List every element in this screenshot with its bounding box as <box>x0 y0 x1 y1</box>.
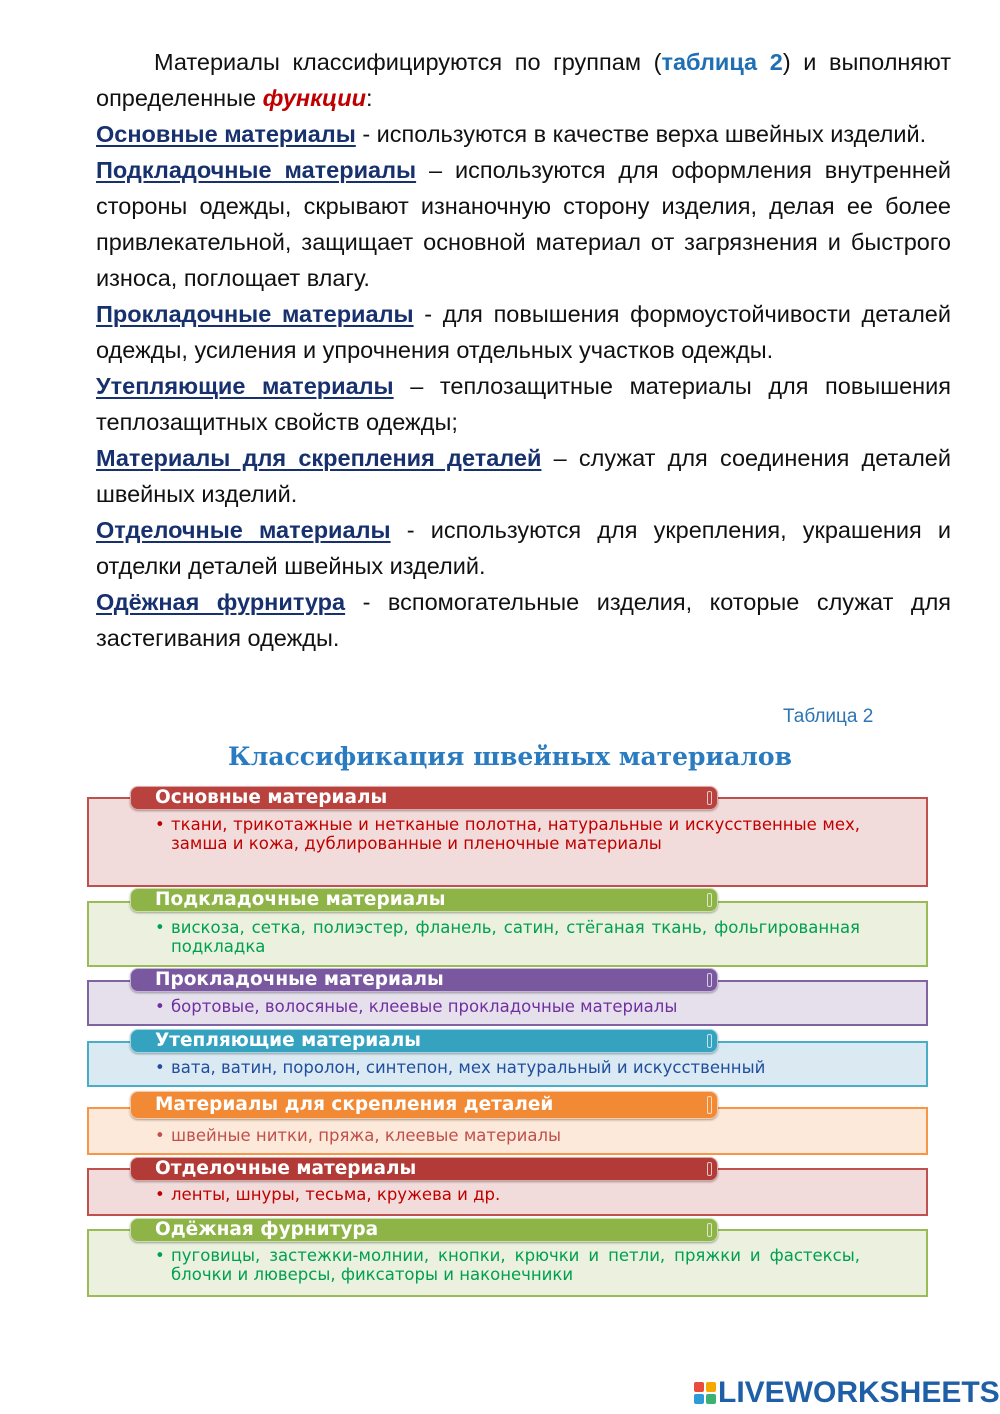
logo-square <box>706 1382 716 1392</box>
definition-term: Одёжная фурнитура <box>96 589 346 615</box>
definition-term: Материалы для скрепления деталей <box>96 445 542 471</box>
intro-paragraph <box>96 44 951 116</box>
group-content-text: ленты, шнуры, тесьма, кружева и др. <box>171 1185 501 1204</box>
intro-text-2: ) и выполняют определенные <box>96 49 951 111</box>
bullet-icon: • <box>155 997 165 1016</box>
definition-term: Утепляющие материалы <box>96 373 394 399</box>
group-content <box>155 1185 860 1204</box>
definition-paragraph <box>96 296 951 368</box>
intro-text-1: Материалы классифицируются по группам ( <box>154 49 662 75</box>
definition-paragraph <box>96 584 951 656</box>
liveworksheets-wordmark: LIVEWORKSHEETS <box>718 1376 1000 1409</box>
group-title: Основные материалы <box>130 786 718 810</box>
definition-paragraph <box>96 116 951 152</box>
bullet-icon: • <box>155 918 165 937</box>
group-content <box>155 1246 860 1284</box>
definition-text: - используются для укрепления, украшения и отделки деталей швейных изделий. <box>96 517 951 579</box>
definition-text: – теплозащитные материалы для повышения теплозащитных свойств одежды; <box>96 373 951 435</box>
logo-square <box>706 1394 716 1404</box>
bullet-icon: • <box>155 1126 165 1145</box>
liveworksheets-logo <box>694 1376 1000 1410</box>
bullet-icon: • <box>155 1246 165 1265</box>
definition-text: – используются для оформления внутренней стороны одежды, скрывают изнаночную сторону изделия, делая ее более привлекательной, защищает основной материал от загрязнения и быстрого износа, поглощает влагу. <box>96 157 951 291</box>
group-title: Утепляющие материалы <box>130 1029 718 1053</box>
group-content <box>155 997 860 1016</box>
bullet-icon: • <box>155 1058 165 1077</box>
definition-paragraph <box>96 440 951 512</box>
group-content-text: швейные нитки, пряжа, клеевые материалы <box>171 1126 562 1145</box>
table-reference: таблица 2 <box>661 49 783 75</box>
group-title: Отделочные материалы <box>130 1157 718 1181</box>
logo-square <box>694 1394 704 1404</box>
group-content-text: ткани, трикотажные и нетканые полотна, натуральные и искусственные мех, замша и кожа, дублированные и пленочные материалы <box>171 815 860 853</box>
group-title: Одёжная фурнитура <box>130 1218 718 1242</box>
intro-text-3: : <box>365 85 373 111</box>
definition-text: – служат для соединения деталей швейных изделий. <box>96 445 951 507</box>
logo-square <box>694 1382 704 1392</box>
definition-text: - вспомогательные изделия, которые служат для застегивания одежды. <box>96 589 952 651</box>
group-title: Подкладочные материалы <box>130 888 718 912</box>
definition-paragraph <box>96 152 951 296</box>
definition-term: Отделочные материалы <box>96 517 391 543</box>
group-content <box>155 918 860 956</box>
group-content-text: вата, ватин, поролон, синтепон, мех натуральный и искусственный <box>171 1058 766 1077</box>
definition-text: - используются в качестве верха швейных изделий. <box>355 121 927 147</box>
bullet-icon: • <box>155 1185 165 1204</box>
functions-word: функции <box>262 85 366 111</box>
group-title: Материалы для скрепления деталей <box>130 1091 718 1119</box>
bullet-icon: • <box>155 815 165 834</box>
group-content <box>155 815 860 853</box>
group-title: Прокладочные материалы <box>130 968 718 992</box>
group-content-text: вискоза, сетка, полиэстер, фланель, сатин, стёганая ткань, фольгированная подкладка <box>171 918 860 956</box>
definition-text: - для повышения формоустойчивости деталей одежды, усиления и упрочнения отдельных участков одежды. <box>96 301 951 363</box>
definition-term: Прокладочные материалы <box>96 301 414 327</box>
group-content-text: бортовые, волосяные, клеевые прокладочные материалы <box>171 997 678 1016</box>
table-caption: Таблица 2 <box>783 706 874 727</box>
definition-term: Основные материалы <box>96 121 356 147</box>
definition-term: Подкладочные материалы <box>96 157 417 183</box>
group-content-text: пуговицы, застежки-молнии, кнопки, крючки и петли, пряжки и фастексы, блочки и люверсы, фиксаторы и наконечники <box>171 1246 860 1284</box>
group-content <box>155 1058 860 1077</box>
definition-paragraph <box>96 368 951 440</box>
diagram-title: Классификация швейных материалов <box>228 742 792 771</box>
definition-paragraph <box>96 512 951 584</box>
text-block <box>96 44 951 656</box>
group-content <box>155 1126 860 1145</box>
liveworksheets-logo-icon <box>694 1382 716 1404</box>
